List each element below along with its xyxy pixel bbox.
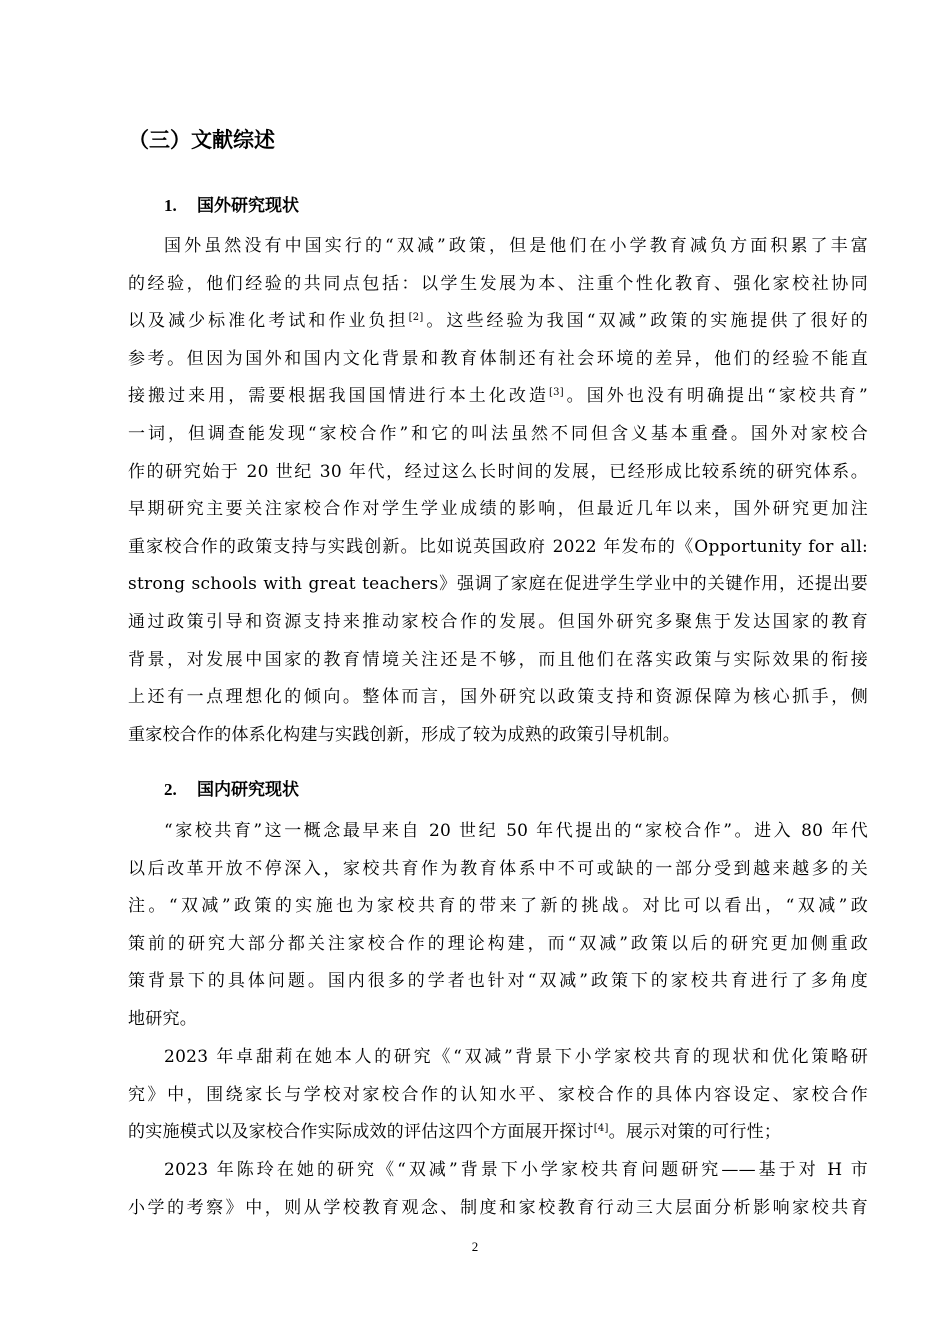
domestic-research-paragraph-3 xyxy=(128,1152,868,1227)
domestic-research-heading xyxy=(164,776,299,804)
text-line: 上还有一点理想化的倾向。整体而言，国外研究以政策支持和资源保障为核心抓手，侧 xyxy=(128,687,868,708)
text-line: 2023 年陈玲在她的研究《“双减”背景下小学家校共育问题研究——基于对 H 市 xyxy=(164,1160,868,1180)
text-line: 参考。但因为国外和国内文化背景和教育体制还有社会环境的差异，他们的经验不能直 xyxy=(128,348,868,369)
citation-ref: [4] xyxy=(593,1123,609,1135)
text-line: 一词，但调查能发现“家校合作”和它的叫法虽然不同但含义基本重叠。国外对家校合 xyxy=(128,423,868,444)
text-line: 作的研究始于 20 世纪 30 年代，经过这么长时间的发展，已经形成比较系统的研究体系。 xyxy=(128,461,868,482)
text-line: strong schools with great teachers》强调了家庭在促进学生学业中的关键作用，还提出要 xyxy=(128,574,868,595)
text-line: 地研究。 xyxy=(128,1008,197,1029)
text-line: 以后改革开放不停深入，家校共育作为教育体系中不可或缺的一部分受到越来越多的关 xyxy=(128,858,868,879)
text-line: 重家校合作的政策支持与实践创新。比如说英国政府 2022 年发布的《Opportunity for all: xyxy=(128,536,868,557)
heading-text: 国外研究现状 xyxy=(197,196,299,216)
text-line: 的经验，他们经验的共同点包括：以学生发展为本、注重个性化教育、强化家校社协同 xyxy=(128,273,868,294)
domestic-research-paragraph-1 xyxy=(128,813,868,1039)
section-title: （三）文献综述 xyxy=(128,128,275,152)
text-line: 策背景下的具体问题。国内很多的学者也针对“双减”政策下的家校共育进行了多角度 xyxy=(128,971,868,992)
text-line: 背景，对发展中国家的教育情境关注还是不够，而且他们在落实政策与实际效果的衔接 xyxy=(128,649,868,670)
text-line: 国外虽然没有中国实行的“双减”政策，但是他们在小学教育减负方面积累了丰富 xyxy=(164,236,868,256)
text-line: 究》中，围绕家长与学校对家校合作的认知水平、家校合作的具体内容设定、家校合作 xyxy=(128,1084,868,1105)
text-line: 的实施模式以及家校合作实际成效的评估这四个方面展开探讨[4]。展示对策的可行性； xyxy=(128,1122,782,1143)
citation-ref: [3] xyxy=(548,387,564,399)
page-number: 2 xyxy=(471,1239,479,1254)
domestic-research-paragraph-2 xyxy=(128,1039,868,1152)
foreign-research-paragraph xyxy=(128,228,868,754)
text-line: 早期研究主要关注家校合作对学生学业成绩的影响，但最近几年以来，国外研究更加注 xyxy=(128,499,868,520)
text-line: 2023 年卓甜莉在她本人的研究《“双减”背景下小学家校共育的现状和优化策略研 xyxy=(164,1047,868,1067)
foreign-research-heading xyxy=(164,192,299,220)
text-line: “家校共育”这一概念最早来自 20 世纪 50 年代提出的“家校合作”。进入 80 年代 xyxy=(164,821,868,841)
text-line: 以及减少标准化考试和作业负担[2]。这些经验为我国“双减”政策的实施提供了很好的 xyxy=(128,311,868,332)
text-line: 接搬过来用，需要根据我国国情进行本土化改造[3]。国外也没有明确提出“家校共育” xyxy=(128,386,869,407)
text-line: 注。“双减”政策的实施也为家校共育的带来了新的挑战。对比可以看出，“双减”政 xyxy=(128,896,868,917)
text-line: 策前的研究大部分都关注家校合作的理论构建，而“双减”政策以后的研究更加侧重政 xyxy=(128,933,868,954)
heading-number: 2. xyxy=(164,780,177,799)
heading-text: 国内研究现状 xyxy=(197,780,299,800)
text-line: 通过政策引导和资源支持来推动家校合作的发展。但国外研究多聚焦于发达国家的教育 xyxy=(128,611,868,632)
text-line: 重家校合作的体系化构建与实践创新，形成了较为成熟的政策引导机制。 xyxy=(128,724,680,745)
text-line: 小学的考察》中，则从学校教育观念、制度和家校教育行动三大层面分析影响家校共育 xyxy=(128,1197,868,1218)
citation-ref: [2] xyxy=(408,312,424,324)
heading-number: 1. xyxy=(164,196,177,215)
